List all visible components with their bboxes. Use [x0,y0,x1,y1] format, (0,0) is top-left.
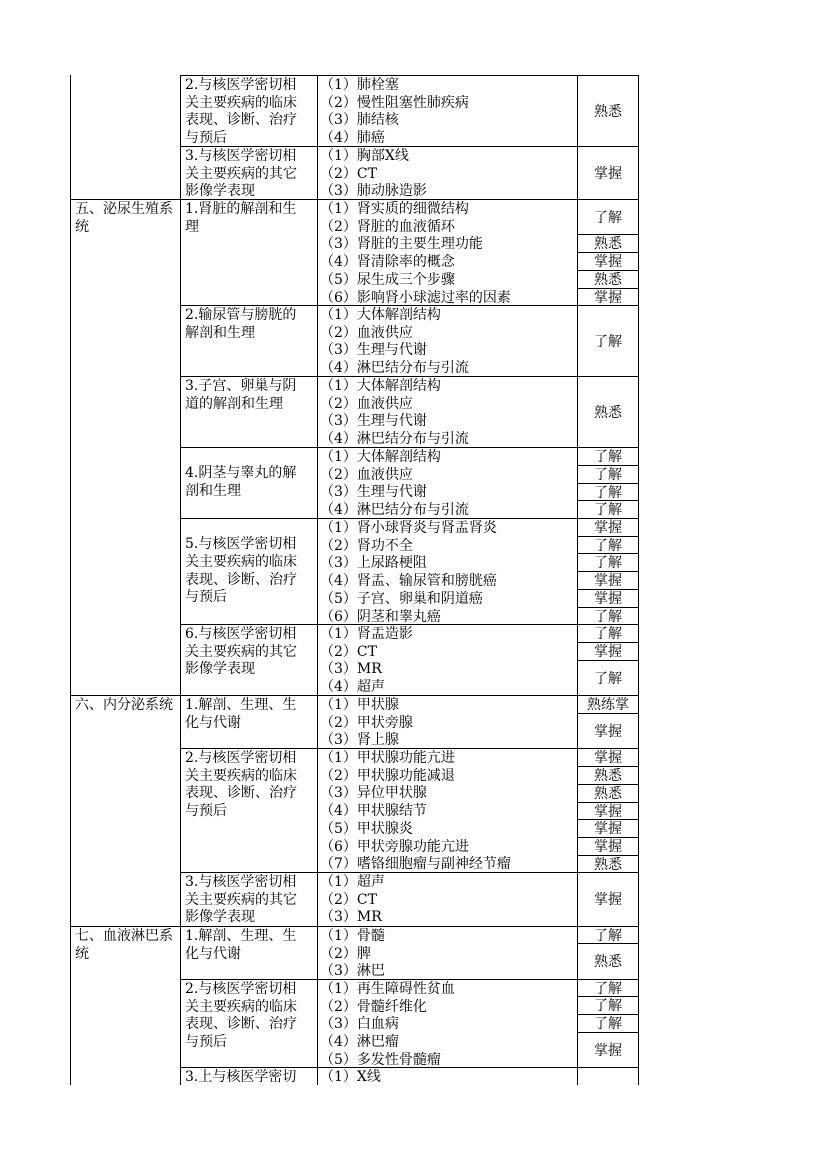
item-line: （3）生理与代谢 [320,484,427,501]
item-line: （6）阴茎和睾丸癌 [320,608,441,624]
level-cell [577,872,639,926]
level-label: 掌握 [594,573,622,589]
topic-line: 与预后 [185,130,227,146]
level-label: 了解 [594,449,622,465]
item-line: （3）生理与代谢 [320,342,427,359]
item-line: （1）甲状腺功能亢进 [320,750,455,766]
topic-line: 影像学表现 [185,661,255,678]
level-label: 熟悉 [594,786,622,802]
level-label: 了解 [594,484,622,500]
item-line: （3）肾脏的主要生理功能 [320,236,483,253]
item-line: （1）甲状腺 [320,697,399,713]
item-line: （2）CT [320,891,377,908]
topic-cell [180,926,317,979]
item-line: （4）肾清除率的概念 [320,254,455,271]
section-title-line: 七、血液淋巴系 [75,928,173,944]
level-cell [577,1014,639,1032]
item-line: （5）尿生成三个步骤 [320,271,455,288]
topic-line: 解剖和生理 [185,324,255,341]
level-label: 了解 [594,1016,622,1032]
level-label: 熟悉 [594,856,622,872]
level-cell [577,146,639,199]
section-title-line: 统 [75,218,89,235]
level-label: 熟悉 [594,768,622,784]
topic-line: 1.肾脏的解剖和生 [185,201,297,217]
level-label: 了解 [594,467,622,483]
item-line: （4）肾盂、输尿管和膀胱癌 [320,573,497,590]
level-cell [577,376,639,447]
item-line: （1）超声 [320,874,385,890]
item-line: （1）肾小球肾炎与肾盂肾炎 [320,520,497,536]
topic-line: 2.与核医学密切相 [185,750,297,766]
level-cell [577,607,639,624]
item-line: （2）血液供应 [320,324,413,341]
topic-cell [180,695,317,748]
item-line: （3）MR [320,661,382,678]
items-cell [317,695,577,748]
item-line: （3）淋巴 [320,963,385,979]
topic-line: 关主要疾病的临床 [185,767,297,784]
level-label: 掌握 [594,723,622,740]
level-cell [577,553,639,571]
item-line: （2）脾 [320,945,371,962]
topic-line: 3.上与核医学密切 [185,1069,297,1085]
items-cell [317,1067,577,1085]
topic-line: 5.与核医学密切相 [185,536,297,553]
topic-cell [180,624,317,695]
topic-cell [180,376,317,447]
level-cell [577,837,639,855]
level-cell [577,979,639,996]
level-cell [577,234,639,252]
item-line: （1）骨髓 [320,928,385,944]
topic-cell [180,872,317,926]
item-line: （1）大体解剖结构 [320,307,441,323]
level-label: 掌握 [594,165,622,182]
item-line: （2）骨髓纤维化 [320,998,427,1015]
item-line: （1）肾实质的细微结构 [320,201,469,217]
level-label: 熟悉 [594,103,622,120]
level-label: 掌握 [594,520,622,536]
topic-line: 3.与核医学密切相 [185,148,297,164]
topic-line: 1.解剖、生理、生 [185,928,297,944]
level-cell [577,483,639,500]
level-cell [577,748,639,766]
item-line: （3）异位甲状腺 [320,785,427,802]
items-cell [317,926,577,979]
topic-line: 化与代谢 [185,945,241,962]
level-cell [577,589,639,607]
items-cell [317,447,577,518]
section-cell [70,926,180,1085]
level-cell [577,1067,639,1085]
topic-line: 2.与核医学密切相 [185,77,297,93]
level-cell [577,288,639,305]
item-line: （5）甲状腺炎 [320,820,413,837]
level-cell [577,766,639,784]
level-cell [577,518,639,536]
level-cell [577,500,639,518]
topic-line: 理 [185,218,199,235]
level-label: 熟悉 [594,954,622,970]
section-title-line: 五、泌尿生殖系 [75,201,173,217]
section-cell [70,695,180,926]
item-line: （2）甲状腺功能减退 [320,767,455,784]
topic-line: 表现、诊断、治疗 [185,1016,297,1033]
level-label: 了解 [594,998,622,1014]
item-line: （2）血液供应 [320,395,413,412]
level-label: 掌握 [594,892,622,908]
item-line: （7）嗜铬细胞瘤与副神经节瘤 [320,856,511,872]
level-label: 熟悉 [594,404,622,421]
section-title-line: 统 [75,945,89,962]
topic-line: 与预后 [185,589,227,606]
topic-line: 表现、诊断、治疗 [185,112,297,129]
topic-line: 表现、诊断、治疗 [185,785,297,802]
item-line: （3）生理与代谢 [320,413,427,430]
level-label: 掌握 [594,254,622,270]
items-cell [317,979,577,1067]
level-cell [577,660,639,695]
section-title-line: 六、内分泌系统 [75,697,173,713]
topic-line: 与预后 [185,803,227,820]
item-line: （5）多发性骨髓瘤 [320,1051,441,1067]
item-line: （4）淋巴结分布与引流 [320,431,469,447]
level-label: 掌握 [594,591,622,607]
topic-line: 道的解剖和生理 [185,395,283,412]
item-line: （3）肺动脉造影 [320,183,427,199]
section-cell [70,199,180,695]
item-line: （3）肾上腺 [320,732,399,748]
topic-line: 6.与核医学密切相 [185,626,297,642]
level-label: 掌握 [594,750,622,766]
topic-line: 关主要疾病的其它 [185,165,297,182]
item-line: （1）肾盂造影 [320,626,413,642]
item-line: （4）超声 [320,679,385,695]
topic-cell [180,305,317,376]
items-cell [317,146,577,199]
level-cell [577,252,639,270]
items-cell [317,748,577,872]
topic-line: 2.与核医学密切相 [185,981,297,997]
item-line: （2）肾脏的血液循环 [320,218,455,235]
level-cell [577,465,639,483]
topic-line: 剖和生理 [185,483,241,499]
item-line: （2）血液供应 [320,466,413,483]
level-cell [577,695,639,713]
item-line: （2）CT [320,165,377,182]
level-label: 掌握 [594,289,622,305]
items-cell [317,872,577,926]
level-cell [577,1032,639,1067]
level-cell [577,447,639,465]
items-cell [317,624,577,695]
level-cell [577,305,639,376]
item-line: （2）CT [320,643,377,660]
level-label: 了解 [594,209,622,226]
level-cell [577,802,639,819]
topic-line: 影像学表现 [185,909,255,926]
level-label: 了解 [594,555,622,571]
topic-line: 表现、诊断、治疗 [185,571,297,588]
item-line: （3）肺结核 [320,112,399,129]
topic-line: 3.与核医学密切相 [185,874,297,890]
level-label: 了解 [594,537,622,553]
level-label: 掌握 [594,839,622,855]
item-line: （1）胸部X线 [320,148,409,164]
item-line: （2）肾功不全 [320,537,413,554]
level-cell [577,926,639,943]
item-line: （3）白血病 [320,1016,399,1033]
item-line: （2）甲状旁腺 [320,714,413,731]
level-label: 熟悉 [594,236,622,252]
topic-line: 1.解剖、生理、生 [185,697,297,713]
topic-cell [180,447,317,518]
level-cell [577,270,639,288]
topic-cell [180,518,317,624]
item-line: （4）肺癌 [320,130,385,146]
item-line: （3）上尿路梗阻 [320,555,427,572]
level-label: 熟练掌 [587,697,629,713]
level-label: 了解 [594,626,622,642]
level-label: 了解 [594,670,622,687]
level-label: 了解 [594,333,622,350]
section-cell [70,75,180,199]
level-cell [577,819,639,837]
level-cell [577,943,639,979]
topic-line: 3.子宫、卵巢与阴 [185,378,297,394]
level-cell [577,713,639,748]
level-cell [577,996,639,1014]
item-line: （6）甲状旁腺功能亢进 [320,838,469,855]
topic-line: 影像学表现 [185,183,255,199]
topic-cell [180,748,317,872]
item-line: （4）淋巴结分布与引流 [320,360,469,376]
level-cell [577,199,639,234]
items-cell [317,518,577,624]
item-line: （4）淋巴瘤 [320,1034,399,1051]
topic-line: 关主要疾病的其它 [185,643,297,660]
topic-line: 与预后 [185,1034,227,1051]
topic-cell [180,1067,317,1085]
topic-cell [180,75,317,146]
item-line: （1）X线 [320,1069,381,1085]
level-label: 掌握 [594,1042,622,1059]
item-line: （2）慢性阻塞性肺疾病 [320,94,469,111]
level-label: 了解 [594,927,622,943]
level-cell [577,855,639,872]
item-line: （1）大体解剖结构 [320,449,441,465]
level-label: 了解 [594,502,622,518]
level-cell [577,75,639,146]
item-line: （5）子宫、卵巢和阴道癌 [320,590,483,607]
topic-line: 化与代谢 [185,714,241,731]
topic-line: 关主要疾病的其它 [185,891,297,908]
items-cell [317,75,577,146]
level-cell [577,536,639,553]
item-line: （1）肺栓塞 [320,77,399,93]
topic-cell [180,199,317,305]
topic-line: 关主要疾病的临床 [185,553,297,570]
items-cell [317,305,577,376]
topic-line: 关主要疾病的临床 [185,998,297,1015]
item-line: （1）再生障碍性贫血 [320,981,455,997]
item-line: （4）淋巴结分布与引流 [320,502,469,518]
items-cell [317,376,577,447]
level-label: 掌握 [594,821,622,837]
level-label: 掌握 [594,803,622,819]
topic-cell [180,979,317,1067]
item-line: （4）甲状腺结节 [320,803,427,820]
item-line: （6）影响肾小球滤过率的因素 [320,289,511,305]
item-line: （3）MR [320,909,382,926]
items-cell [317,199,577,305]
topic-line: 2.输尿管与膀胱的 [185,307,297,323]
level-label: 掌握 [594,644,622,660]
level-cell [577,784,639,802]
level-cell [577,571,639,589]
topic-cell [180,146,317,199]
level-cell [577,624,639,642]
level-label: 熟悉 [594,272,622,288]
level-label: 了解 [594,980,622,996]
topic-line: 关主要疾病的临床 [185,94,297,111]
topic-line: 4.阴茎与睾丸的解 [185,465,297,482]
level-label: 了解 [594,608,622,624]
level-cell [577,642,639,660]
item-line: （1）大体解剖结构 [320,378,441,394]
